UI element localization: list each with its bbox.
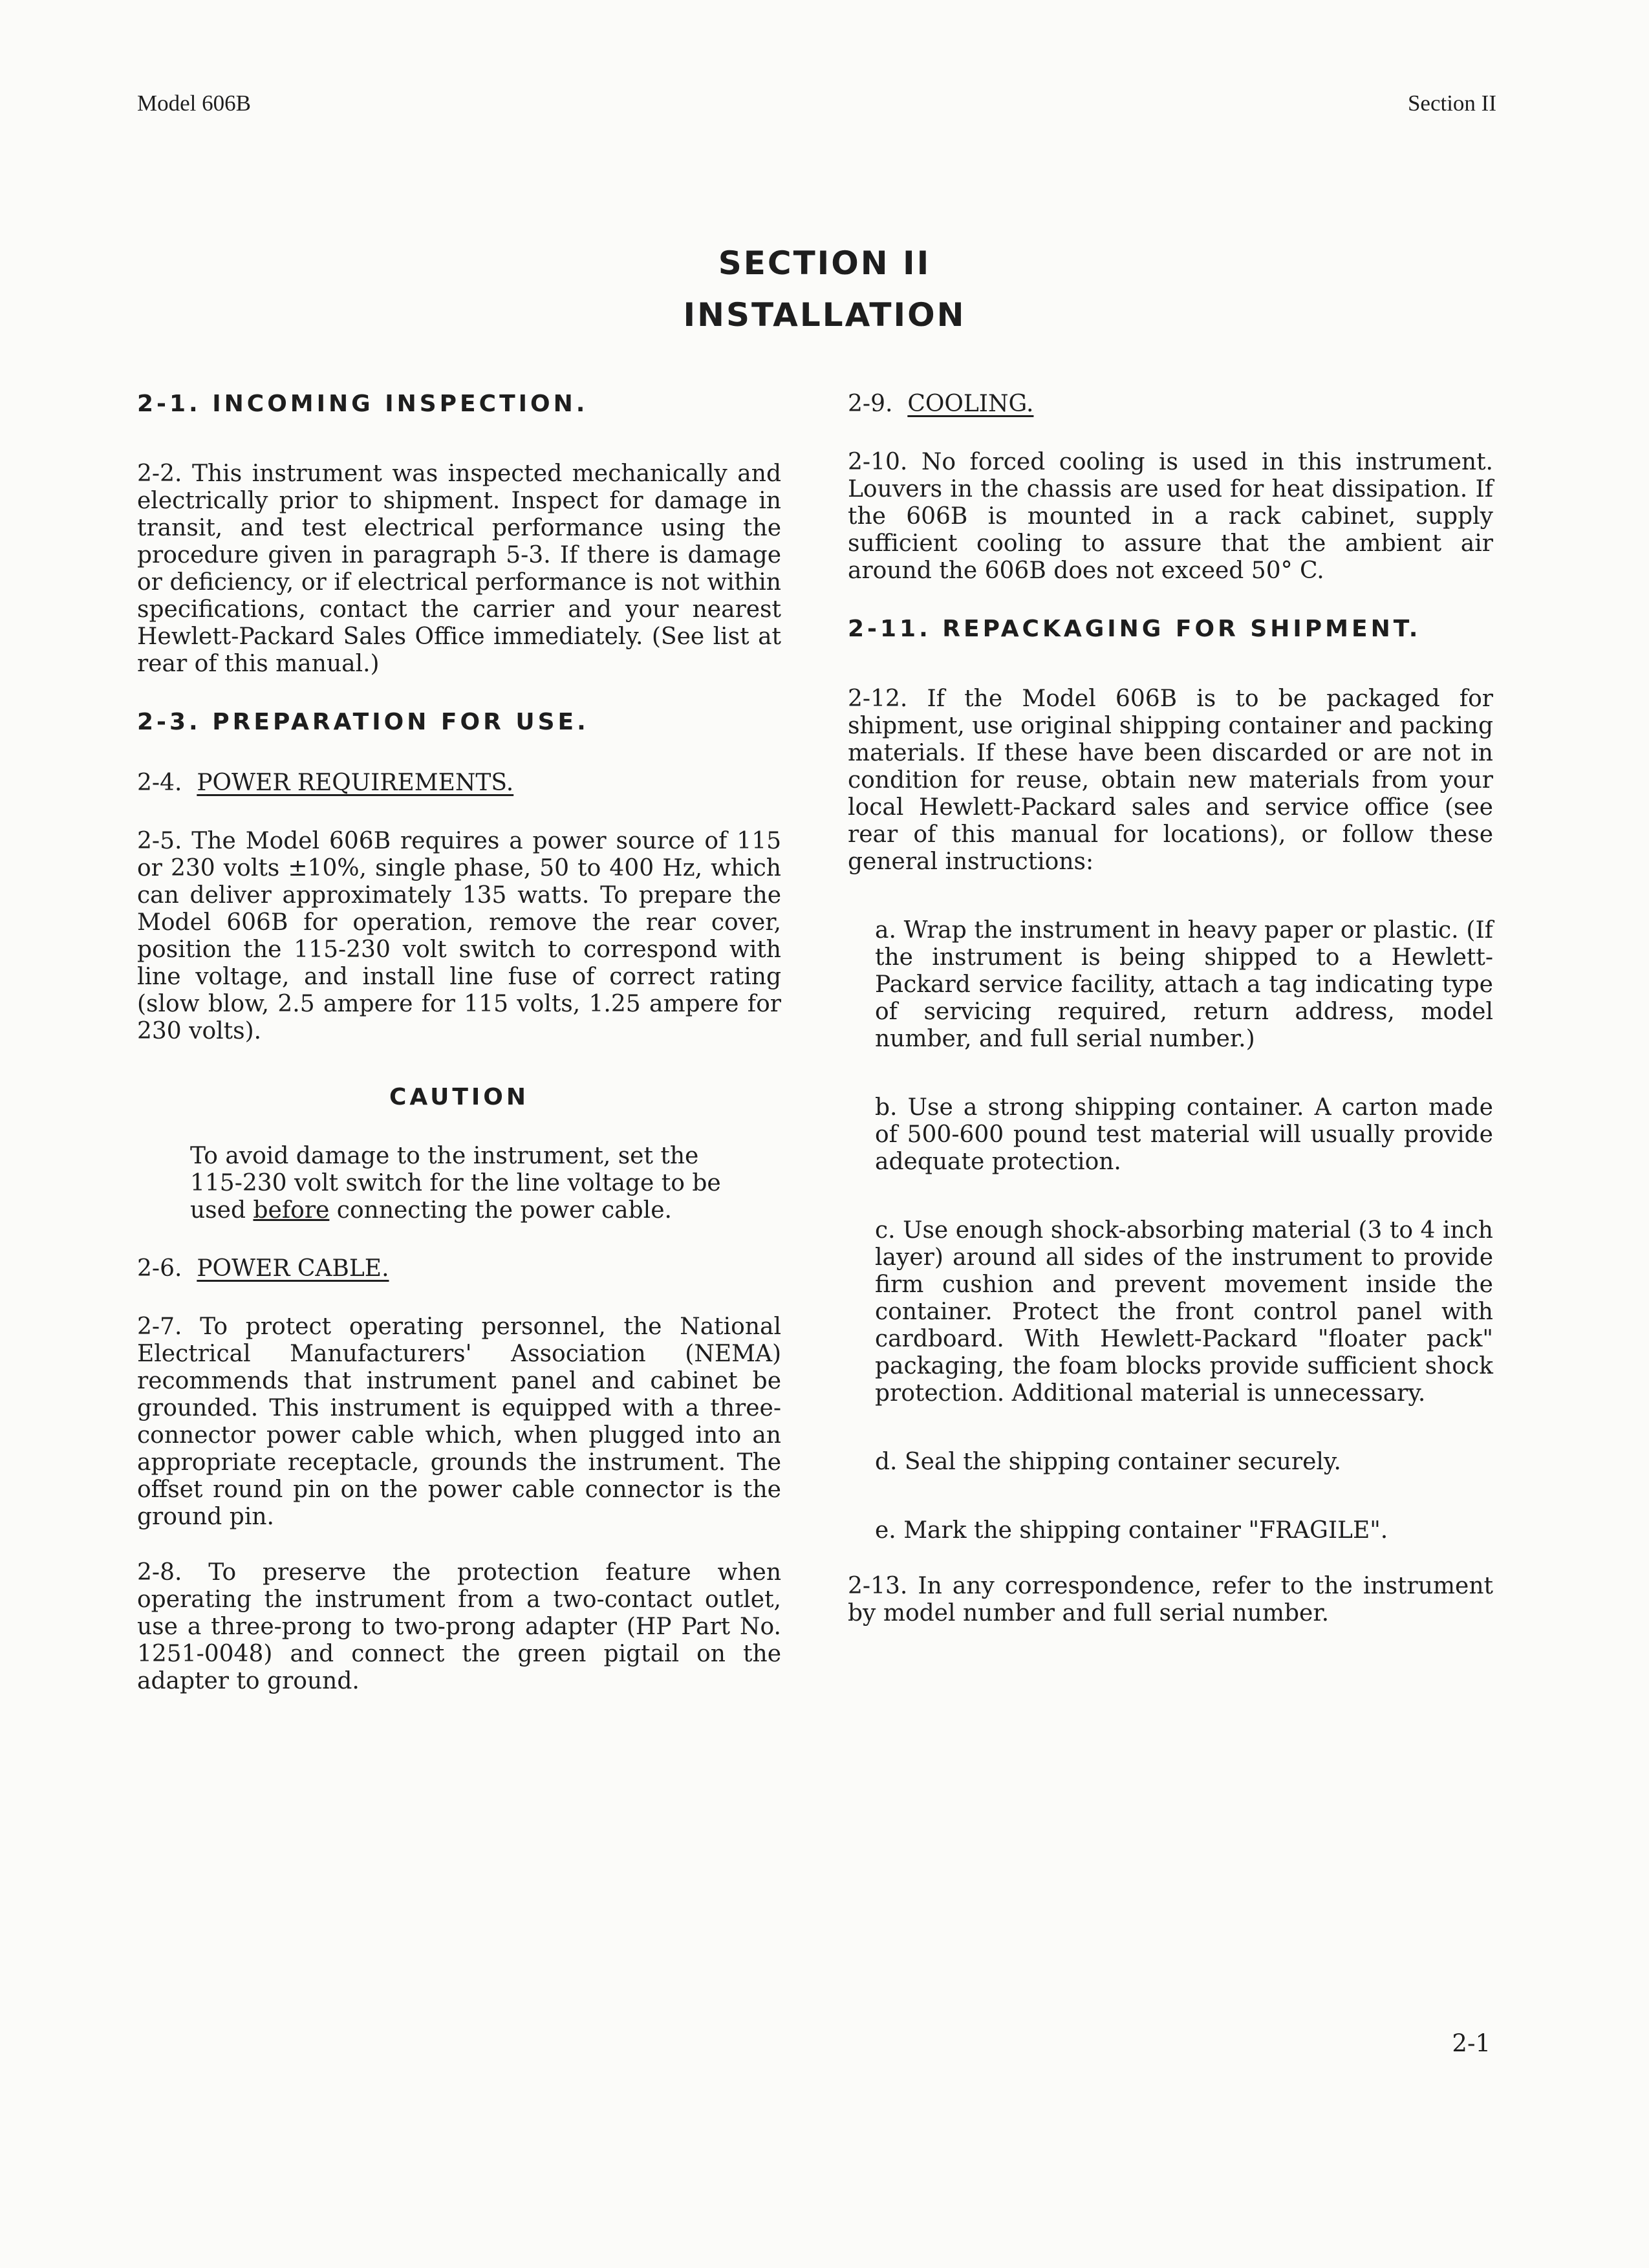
heading-repackaging: 2-11. REPACKAGING FOR SHIPMENT. bbox=[848, 616, 1421, 642]
caution-heading: CAUTION bbox=[389, 1084, 530, 1110]
paragraph-2-2: 2-2. This instrument was inspected mechanically and electrically prior to shipment. Inspect for damage in transit, and test electrical performance using the procedure given in paragraph 5-3. If there is damage or deficiency, or if electrical performance is not within specifications, contact the carrier and your nearest Hewlett-Packard Sales Office immediately. (See list at rear of this manual.) bbox=[137, 460, 781, 677]
instruction-b: b. Use a strong shipping container. A carton made of 500-600 pound test material will usually provide adequate protection. bbox=[875, 1094, 1493, 1175]
cooling-title: COOLING. bbox=[907, 391, 1034, 417]
paragraph-2-13: 2-13. In any correspondence, refer to the instrument by model number and full serial number. bbox=[848, 1573, 1493, 1626]
instruction-a: a. Wrap the instrument in heavy paper or plastic. (If the instrument is being shipped to a Hewlett-Packard service facility, attach a tag indicating type of servicing required, return address, model number, and full serial number.) bbox=[875, 917, 1493, 1052]
instruction-c: c. Use enough shock-absorbing material (3 to 4 inch layer) around all sides of the instrument to provide firm cushion and prevent movement inside the container. Protect the front control panel with cardboard. With Hewlett-Packard "floater pack" packaging, the foam blocks provide sufficient shock protection. Additional material is unnecessary. bbox=[875, 1217, 1493, 1407]
right-column bbox=[848, 388, 1493, 1656]
paragraph-2-12: 2-12. If the Model 606B is to be packaged for shipment, use original shipping container and packing materials. If these have been discarded or are not in condition for reuse, obtain new materials from your local Hewlett-Packard sales and service office (see rear of this manual for locations), or follow these general instructions: bbox=[848, 686, 1493, 875]
instruction-d: d. Seal the shipping container securely. bbox=[875, 1449, 1341, 1475]
paragraph-2-10: 2-10. No forced cooling is used in this instrument. Louvers in the chassis are used for heat dissipation. If the 606B is mounted in a rack cabinet, supply sufficient cooling to assure that the ambient air around the 606B does not exceed 50° C. bbox=[848, 449, 1493, 584]
section-title: SECTION II bbox=[718, 244, 931, 282]
heading-cooling: 2-9. COOLING. bbox=[848, 391, 1034, 417]
page-number: 2-1 bbox=[1452, 2029, 1491, 2057]
paragraph-2-5: 2-5. The Model 606B requires a power source of 115 or 230 volts ±10%, single phase, 50 to 400 Hz, which can deliver approximately 135 watts. To prepare the Model 606B for operation, remove the rear cover, position the 115-230 volt switch to correspond with line voltage, and install line fuse of correct rating (slow blow, 2.5 ampere for 115 volts, 1.25 ampere for 230 volts). bbox=[137, 828, 781, 1044]
instruction-e: e. Mark the shipping container "FRAGILE". bbox=[875, 1517, 1388, 1544]
left-column bbox=[137, 388, 781, 1723]
header-model: Model 606B bbox=[137, 91, 251, 116]
heading-preparation-for-use: 2-3. PREPARATION FOR USE. bbox=[137, 709, 589, 735]
header-section: Section II bbox=[1407, 91, 1496, 116]
paragraph-2-7: 2-7. To protect operating personnel, the National Electrical Manufacturers' Association (NEMA) recommends that instrument panel and cabinet be grounded. This instrument is equipped with a three-connector power cable which, when plugged into an appropriate receptacle, grounds the instrument. The offset round pin on the power cable connector is the ground pin. bbox=[137, 1313, 781, 1530]
heading-incoming-inspection: 2-1. INCOMING INSPECTION. bbox=[137, 391, 588, 417]
paragraph-2-8: 2-8. To preserve the protection feature when operating the instrument from a two-contact outlet, use a three-prong to two-prong adapter (HP Part No. 1251-0048) and connect the green pigtail on the adapter to ground. bbox=[137, 1559, 781, 1694]
caution-emphasis: before bbox=[253, 1197, 330, 1224]
power-cable-title: POWER CABLE. bbox=[197, 1255, 389, 1282]
heading-power-requirements: 2-4. POWER REQUIREMENTS. bbox=[137, 770, 514, 796]
power-requirements-title: POWER REQUIREMENTS. bbox=[197, 770, 514, 796]
heading-power-cable: 2-6. POWER CABLE. bbox=[137, 1255, 389, 1282]
caution-text: To avoid damage to the instrument, set the 115-230 volt switch for the line voltage to be used before connecting the power cable. bbox=[190, 1143, 721, 1224]
section-subtitle: INSTALLATION bbox=[683, 296, 966, 334]
